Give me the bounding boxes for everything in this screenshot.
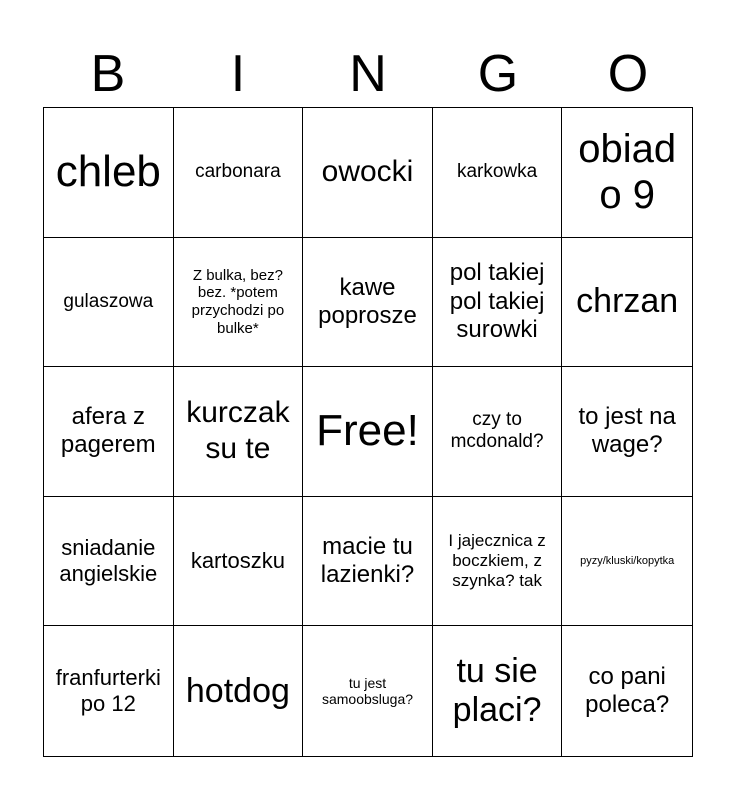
bingo-cell[interactable]: I jajecznica z boczkiem, z szynka? tak xyxy=(433,497,563,627)
bingo-cell[interactable]: carbonara xyxy=(174,108,304,238)
header-letter-o: O xyxy=(607,45,649,103)
bingo-cell[interactable]: kurczak su te xyxy=(174,367,304,497)
bingo-cell[interactable]: sniadanie angielskie xyxy=(44,497,174,627)
bingo-cell[interactable]: pol takiej pol takiej surowki xyxy=(433,238,563,368)
bingo-cell[interactable]: czy to mcdonald? xyxy=(433,367,563,497)
header-letter-i: I xyxy=(230,45,246,103)
bingo-cell[interactable]: gulaszowa xyxy=(44,238,174,368)
bingo-cell[interactable]: kartoszku xyxy=(174,497,304,627)
bingo-cell[interactable]: pyzy/kluski/kopytka xyxy=(562,497,692,627)
bingo-cell[interactable]: co pani poleca? xyxy=(585,662,670,719)
bingo-cell[interactable]: chleb xyxy=(44,108,174,238)
bingo-cell[interactable]: tu jest samoobsluga? xyxy=(303,626,433,756)
bingo-cell[interactable]: tu sie placi? xyxy=(433,626,563,756)
bingo-cell[interactable]: hotdog xyxy=(174,626,304,756)
bingo-cell[interactable]: kawe poprosze xyxy=(303,238,433,368)
bingo-cell[interactable]: to jest na wage? xyxy=(562,367,692,497)
bingo-cell[interactable]: owocki xyxy=(303,108,433,238)
bingo-cell[interactable]: afera z pagerem xyxy=(44,367,174,497)
bingo-header xyxy=(43,40,693,108)
bingo-grid xyxy=(43,107,693,757)
bingo-cell[interactable]: franfurterki po 12 xyxy=(44,626,174,756)
bingo-cell[interactable]: macie tu lazienki? xyxy=(303,497,433,627)
header-letter-g: G xyxy=(477,45,519,103)
bingo-cell[interactable]: chrzan xyxy=(562,238,692,368)
bingo-cell[interactable]: obiad o 9 xyxy=(562,108,692,238)
header-letter-n: N xyxy=(349,45,387,103)
bingo-cell[interactable]: Z bulka, bez? bez. *potem przychodzi po bulke* xyxy=(174,238,304,368)
bingo-cell[interactable]: karkowka xyxy=(433,108,563,238)
header-letter-b: B xyxy=(90,45,126,103)
bingo-cell-free[interactable]: Free! xyxy=(303,367,433,497)
